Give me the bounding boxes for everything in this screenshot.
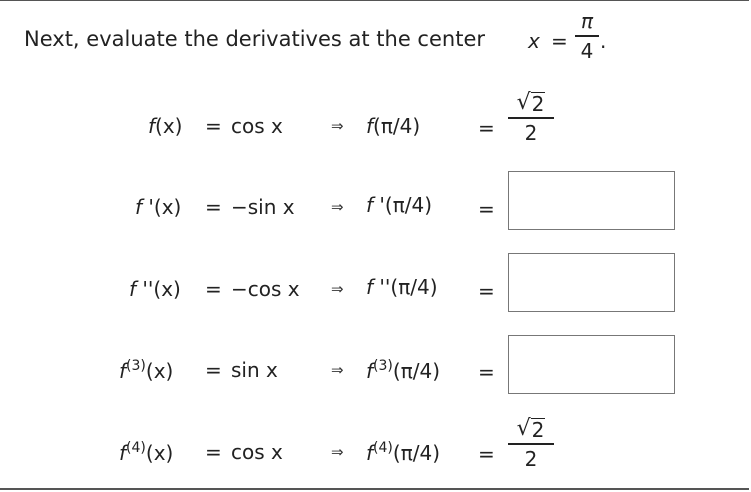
- function-argument: (x): [153, 277, 181, 301]
- row-0-equals: =: [205, 114, 222, 138]
- center-numerator: π: [580, 9, 594, 33]
- function-argument: (x): [153, 195, 182, 219]
- answer-input-f2[interactable]: [508, 253, 675, 312]
- row-3-lhs: [119, 358, 173, 383]
- result-denominator: 2: [524, 446, 538, 471]
- function-name: f: [148, 114, 156, 138]
- answer-input-f3[interactable]: [508, 335, 675, 394]
- row-0-lhs: [148, 114, 183, 138]
- row-3-equals: =: [205, 358, 222, 382]
- center-equals: =: [551, 29, 568, 53]
- row-4-eval-equals: =: [478, 442, 495, 466]
- center-denominator: 4: [580, 38, 594, 63]
- row-2-eval-equals: =: [478, 279, 495, 303]
- row-2-eval: [366, 275, 438, 299]
- implies-arrow: ⇒: [331, 117, 344, 135]
- function-name: f '': [129, 277, 154, 301]
- eval-function-name: f: [366, 441, 374, 465]
- row-3-eval: [366, 358, 440, 383]
- function-name: f ': [135, 195, 154, 219]
- row-3-eval-equals: =: [478, 360, 495, 384]
- implies-arrow: ⇒: [331, 280, 344, 298]
- center-fraction: [575, 9, 599, 63]
- function-name: f: [119, 359, 127, 383]
- sqrt-icon: √: [516, 90, 531, 115]
- row-4-result-fraction: [508, 416, 554, 471]
- center-variable: x: [528, 29, 540, 53]
- row-4-equals: =: [205, 440, 222, 464]
- function-argument: (x): [155, 114, 183, 138]
- sqrt-icon: √: [516, 416, 531, 441]
- eval-function-name: f: [366, 114, 374, 138]
- row-2-lhs: [129, 277, 181, 301]
- intro-text: Next, evaluate the derivatives at the center: [24, 27, 485, 51]
- result-denominator: 2: [524, 120, 538, 145]
- intro-period: .: [600, 29, 607, 53]
- fraction-bar: [508, 443, 554, 445]
- row-4-rhs: cos x: [231, 440, 283, 464]
- eval-argument: (π/4): [392, 441, 440, 465]
- row-3-rhs: sin x: [231, 358, 278, 382]
- row-0-eval: [366, 114, 420, 138]
- implies-arrow: ⇒: [331, 361, 344, 379]
- radicand: 2: [531, 418, 545, 442]
- row-0-result-fraction: [508, 90, 554, 145]
- sqrt-expression: [517, 90, 546, 115]
- derivative-order: (4): [126, 440, 146, 456]
- row-1-rhs: −sin x: [231, 195, 295, 219]
- row-0-eval-equals: =: [478, 116, 495, 140]
- eval-argument: (π/4): [390, 275, 438, 299]
- row-2-equals: =: [205, 277, 222, 301]
- sqrt-expression: [517, 416, 546, 441]
- eval-argument: (π/4): [384, 193, 433, 217]
- eval-argument: (π/4): [373, 114, 421, 138]
- row-1-equals: =: [205, 195, 222, 219]
- eval-function-name: f ': [366, 193, 385, 217]
- eval-function-name: f '': [366, 275, 391, 299]
- row-2-rhs: −cos x: [231, 277, 300, 301]
- row-4-lhs: [119, 440, 173, 465]
- radicand: 2: [531, 92, 545, 116]
- derivative-order: (3): [126, 358, 146, 374]
- function-name: f: [119, 441, 127, 465]
- fraction-bar: [575, 35, 599, 37]
- function-argument: (x): [145, 359, 174, 383]
- row-1-lhs: [135, 195, 181, 219]
- eval-argument: (π/4): [392, 359, 440, 383]
- eval-derivative-order: (4): [373, 440, 393, 456]
- eval-derivative-order: (3): [373, 358, 393, 374]
- implies-arrow: ⇒: [331, 443, 344, 461]
- function-argument: (x): [145, 441, 174, 465]
- fraction-bar: [508, 117, 554, 119]
- eval-function-name: f: [366, 359, 374, 383]
- answer-input-f1[interactable]: [508, 171, 675, 230]
- row-4-eval: [366, 440, 440, 465]
- implies-arrow: ⇒: [331, 198, 344, 216]
- row-1-eval: [366, 193, 432, 217]
- intro-line: [24, 27, 485, 51]
- row-1-eval-equals: =: [478, 197, 495, 221]
- row-0-rhs: cos x: [231, 114, 283, 138]
